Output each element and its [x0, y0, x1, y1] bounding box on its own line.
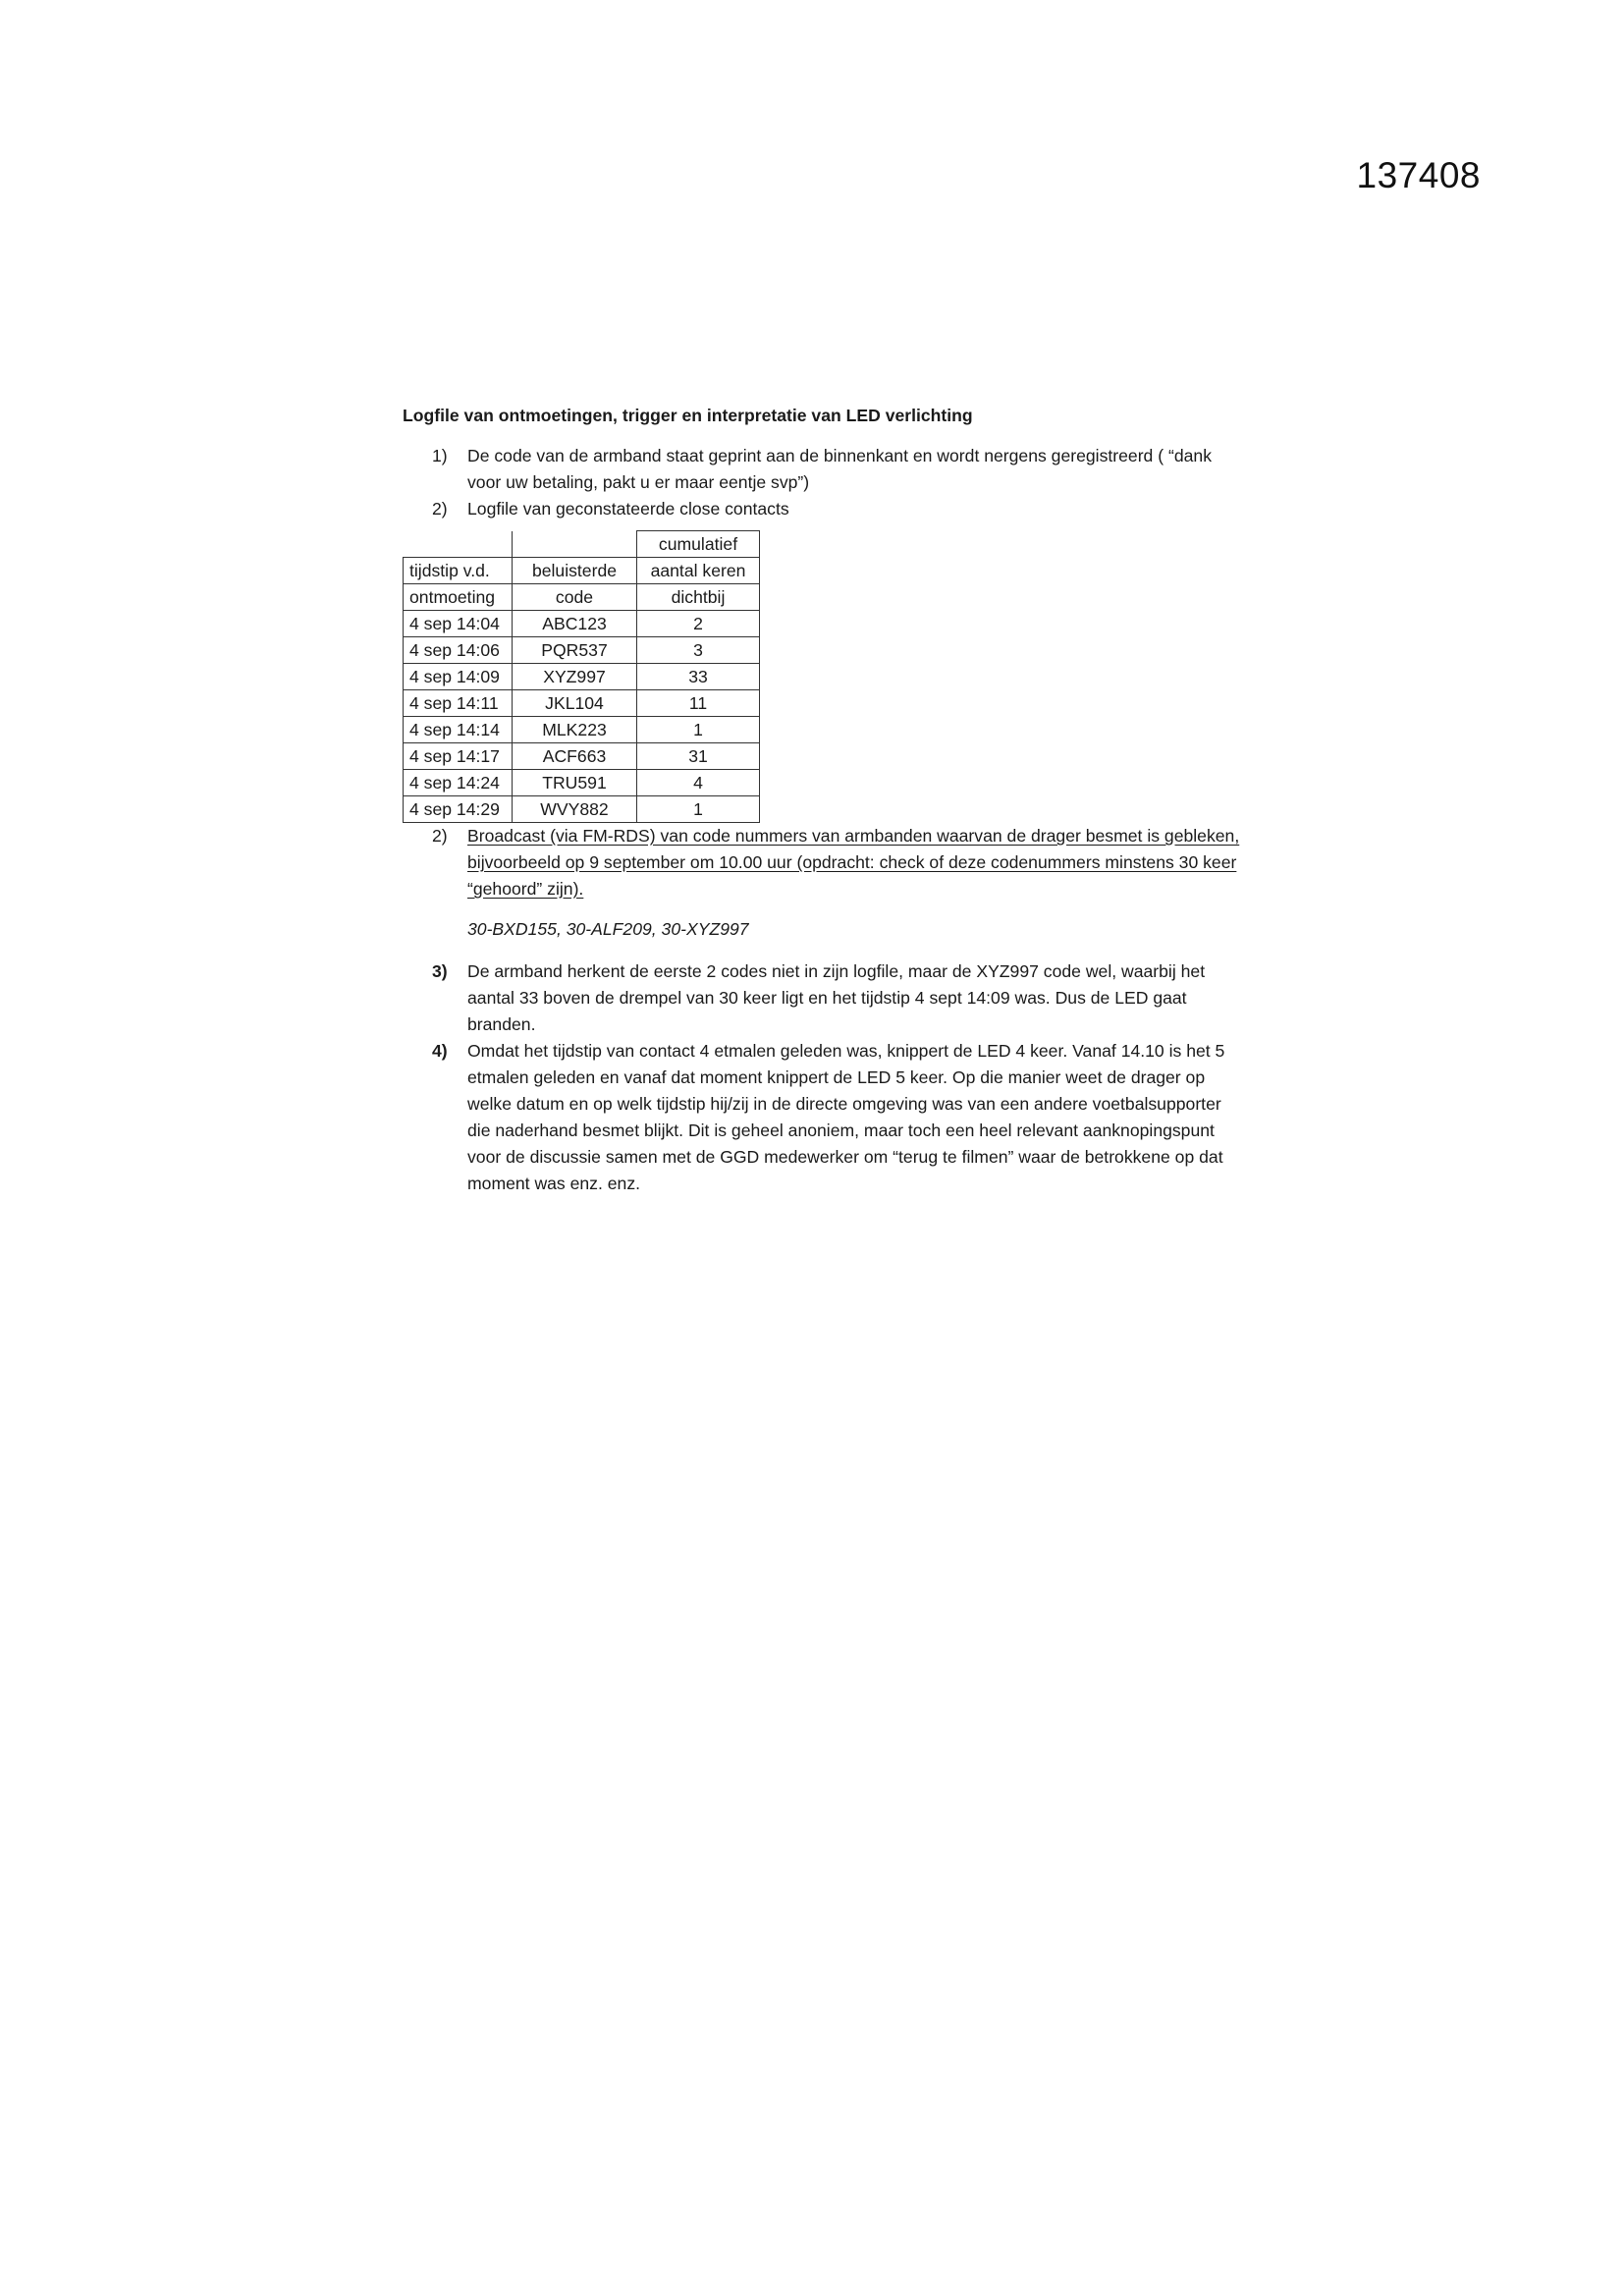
list-item-text: Omdat het tijdstip van contact 4 etmalen geleden was, knippert de LED 4 keer. Vanaf 14.10 is het 5 etmalen geleden en vanaf dat moment knippert de LED 5 keer. Op die manier weet de drager op welke datum en op welk tijdstip hij/zij in de directe omgeving was van een andere voetbalsupporter die naderhand besmet blijkt. Dit is geheel anoniem, maar toch een heel relevant aanknopingspunt voor de discussie samen met de GGD medewerker om “terug te filmen” waar de betrokkene op dat moment was enz. enz. — [467, 1041, 1225, 1193]
list-item-text: De code van de armband staat geprint aan de binnenkant en wordt nergens geregistreerd ( “dank voor uw betaling, pakt u er maar eentje svp”) — [467, 446, 1212, 492]
list-item-text: Broadcast (via FM-RDS) van code nummers van armbanden waarvan de drager besmet is gebleken, bijvoorbeeld op 9 september om 10.00 uur (opdracht: check of deze codenummers minstens 30 keer “gehoord” zijn). — [467, 826, 1240, 899]
table-cell-code: ABC123 — [513, 611, 637, 637]
table-cell-code: ACF663 — [513, 743, 637, 770]
list-item — [403, 958, 1247, 1038]
list-item-text: De armband herkent de eerste 2 codes niet in zijn logfile, maar de XYZ997 code wel, waarbij het aantal 33 boven de drempel van 30 keer ligt en het tijdstip 4 sept 14:09 was. Dus de LED gaat branden. — [467, 961, 1206, 1034]
table-cell-code: TRU591 — [513, 770, 637, 796]
document-body — [403, 403, 1247, 1197]
table-header-cell: ontmoeting — [404, 584, 513, 611]
table-row — [404, 743, 760, 770]
list-item — [403, 443, 1247, 496]
list-item-text: Logfile van geconstateerde close contacts — [467, 499, 789, 519]
table-header-cell — [513, 531, 637, 558]
table-cell-time: 4 sep 14:11 — [404, 690, 513, 717]
table-cell-code: WVY882 — [513, 796, 637, 823]
document-title: Logfile van ontmoetingen, trigger en interpretatie van LED verlichting — [403, 406, 973, 425]
table-cell-code: JKL104 — [513, 690, 637, 717]
table-row — [404, 690, 760, 717]
table-cell-time: 4 sep 14:04 — [404, 611, 513, 637]
list-item — [403, 1038, 1247, 1197]
table-header-cell: aantal keren — [637, 558, 760, 584]
table-cell-count: 1 — [637, 717, 760, 743]
table-cell-code: MLK223 — [513, 717, 637, 743]
list-item-number: 1) — [432, 446, 448, 465]
table-header-cell: tijdstip v.d. — [404, 558, 513, 584]
table-row — [404, 611, 760, 637]
list-item — [403, 496, 1247, 522]
table-row — [404, 637, 760, 664]
table-header-cell: beluisterde — [513, 558, 637, 584]
list-item — [403, 823, 1247, 902]
table-cell-count: 1 — [637, 796, 760, 823]
list-item-number: 4) — [432, 1041, 448, 1061]
table-cell-count: 11 — [637, 690, 760, 717]
table-cell-time: 4 sep 14:17 — [404, 743, 513, 770]
table-header-row — [404, 531, 760, 558]
table-cell-code: XYZ997 — [513, 664, 637, 690]
table-row — [404, 717, 760, 743]
table-cell-time: 4 sep 14:24 — [404, 770, 513, 796]
table-row — [404, 664, 760, 690]
table-cell-time: 4 sep 14:09 — [404, 664, 513, 690]
table-header-row — [404, 558, 760, 584]
table-header-cell — [404, 531, 513, 558]
list-item-number: 2) — [432, 826, 448, 846]
list-item-number: 2) — [432, 499, 448, 519]
table-row — [404, 770, 760, 796]
document-number: 137408 — [1356, 155, 1481, 195]
list-item-number: 3) — [432, 961, 448, 981]
table-header-cell: code — [513, 584, 637, 611]
table-header-row — [404, 584, 760, 611]
table-header-cell: dichtbij — [637, 584, 760, 611]
table-cell-time: 4 sep 14:14 — [404, 717, 513, 743]
table-row — [404, 796, 760, 823]
broadcast-codes: 30-BXD155, 30-ALF209, 30-XYZ997 — [467, 919, 749, 939]
contact-log-table — [403, 530, 760, 823]
table-cell-count: 4 — [637, 770, 760, 796]
table-cell-count: 2 — [637, 611, 760, 637]
table-header-cell: cumulatief — [637, 531, 760, 558]
table-cell-count: 3 — [637, 637, 760, 664]
table-cell-time: 4 sep 14:06 — [404, 637, 513, 664]
table-cell-time: 4 sep 14:29 — [404, 796, 513, 823]
table-cell-code: PQR537 — [513, 637, 637, 664]
table-cell-count: 31 — [637, 743, 760, 770]
table-cell-count: 33 — [637, 664, 760, 690]
